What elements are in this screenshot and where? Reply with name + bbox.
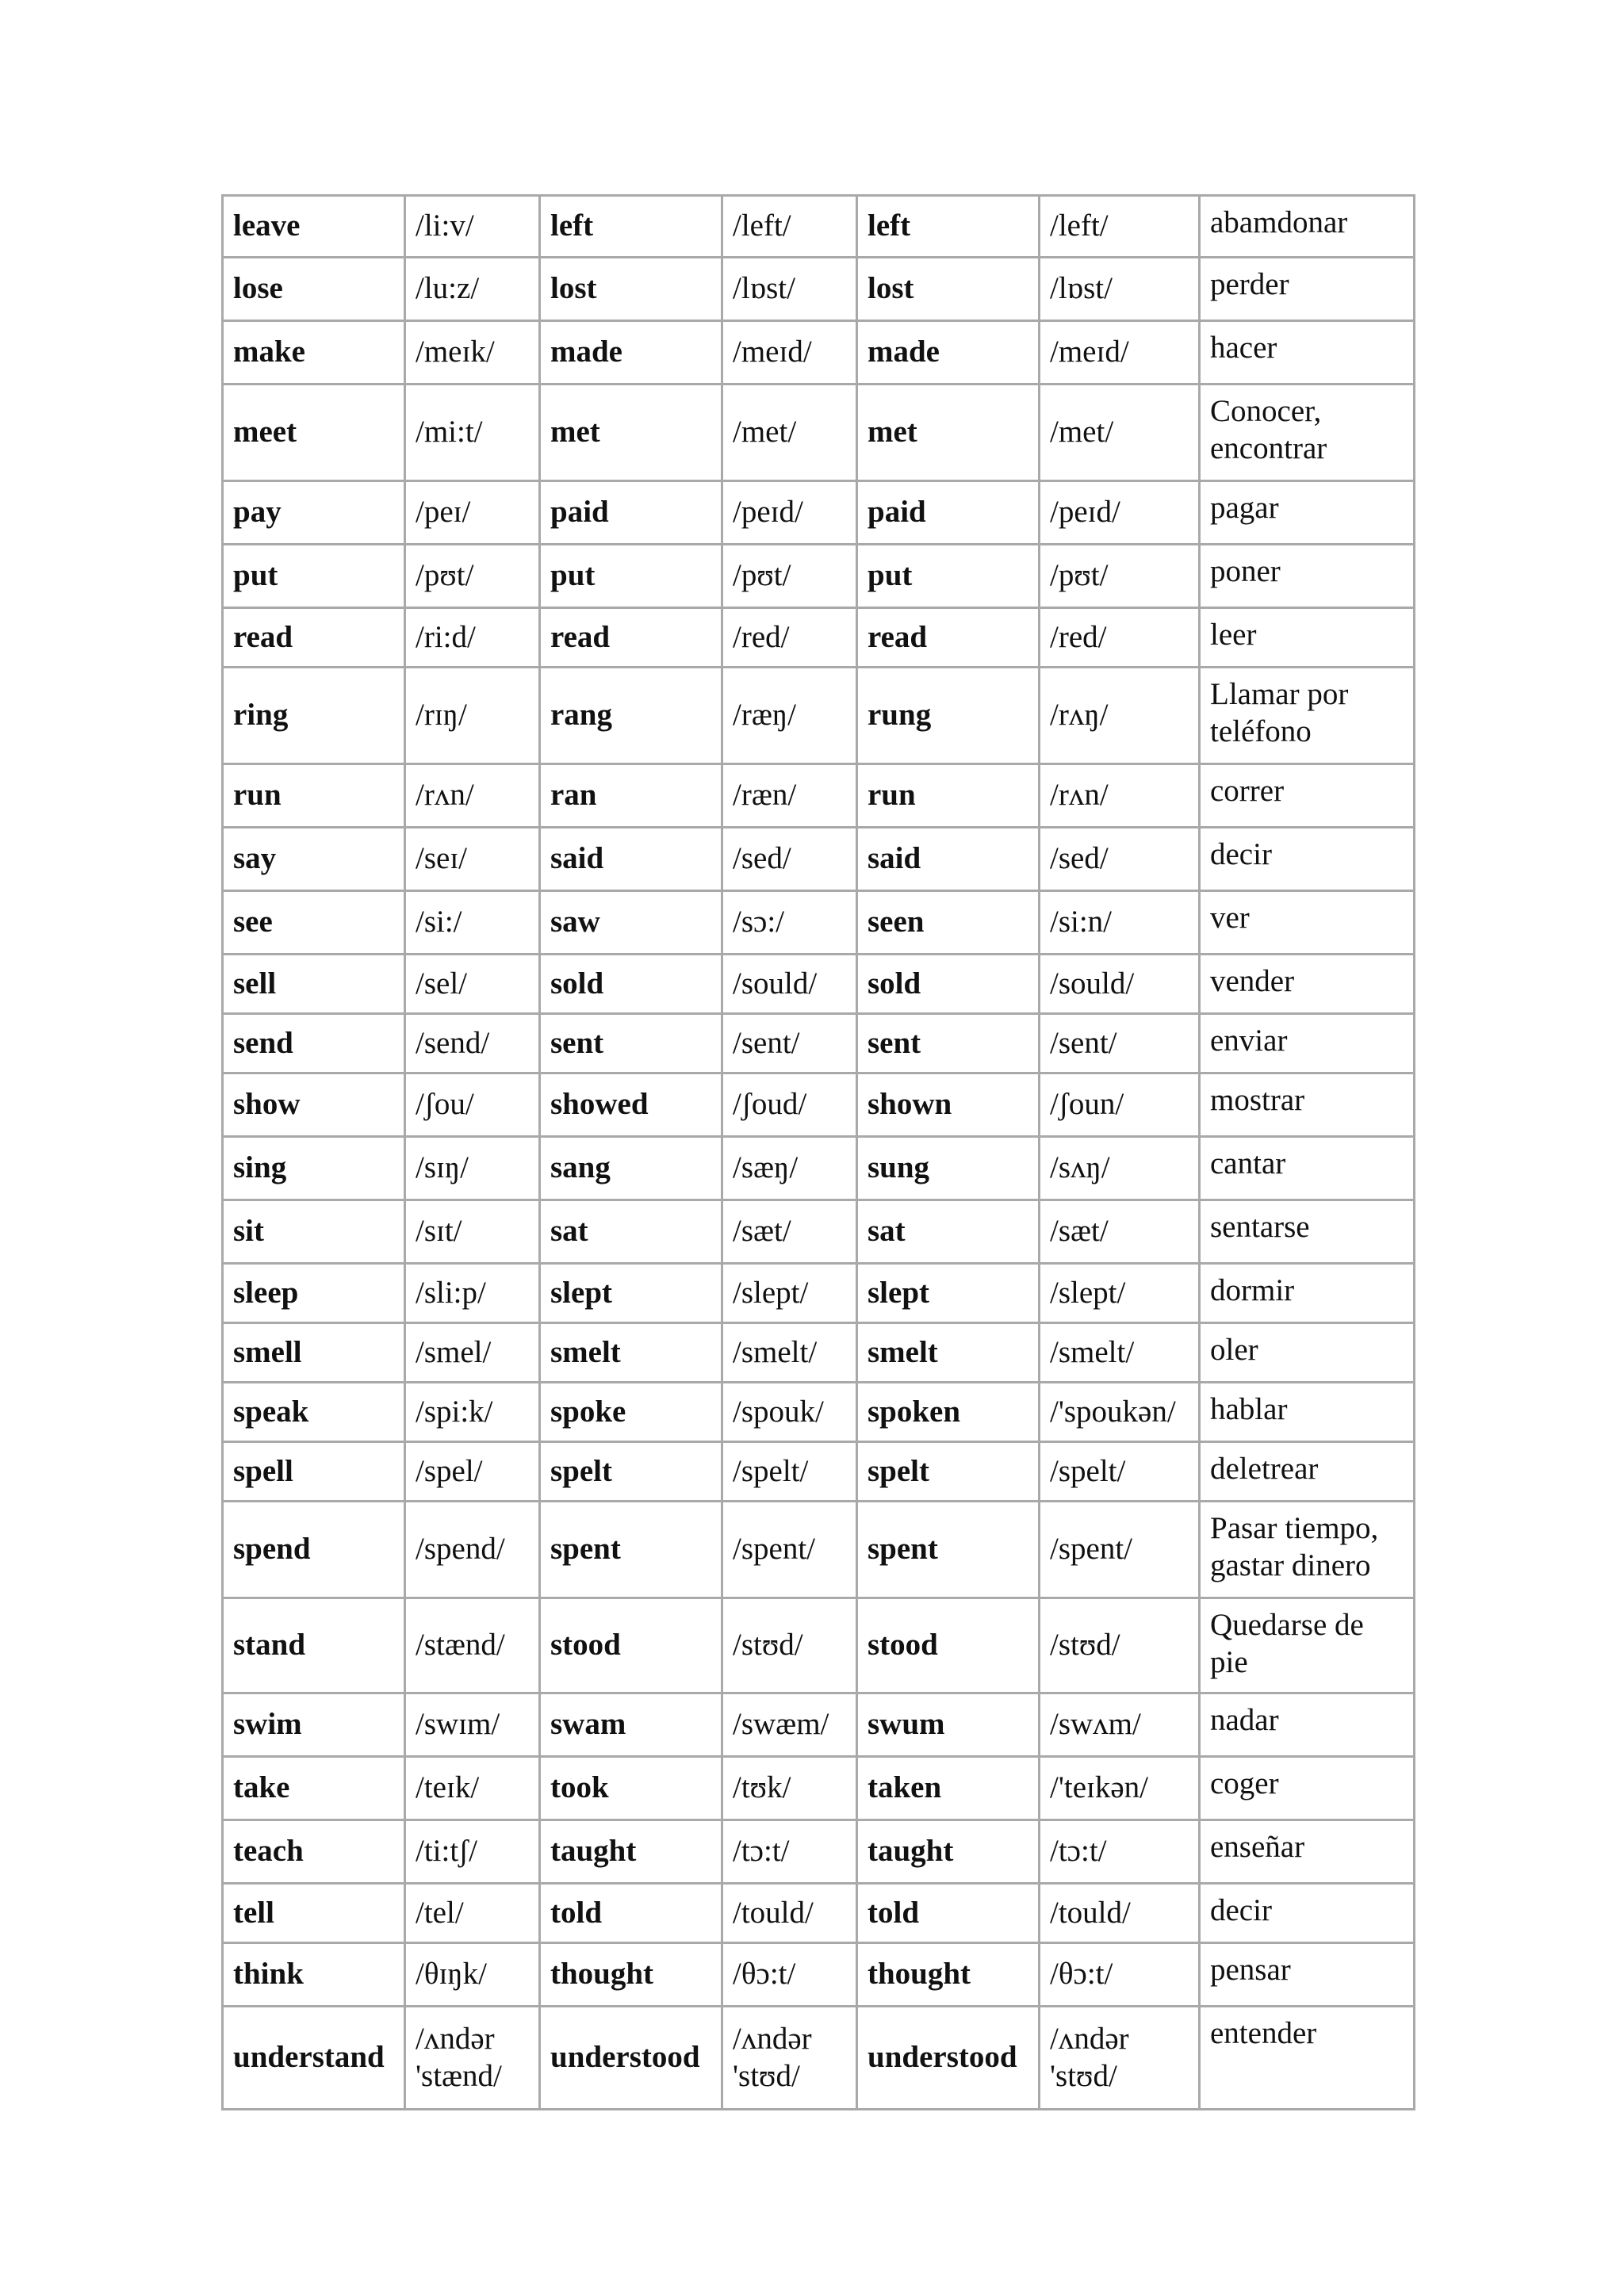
past-simple-cell: spoke <box>540 1383 722 1442</box>
table-row <box>223 1693 1415 1757</box>
past-participle-cell: spelt <box>857 1442 1040 1502</box>
past-participle-ipa-cell: /slept/ <box>1040 1264 1200 1323</box>
base-ipa-cell: /sɪŋ/ <box>405 1137 540 1200</box>
table-row <box>223 385 1415 481</box>
past-participle-ipa-cell: /ʌndər 'stʊd/ <box>1040 2007 1200 2110</box>
spanish-meaning-cell: abamdonar <box>1200 196 1415 258</box>
table-row <box>223 1073 1415 1137</box>
base-ipa-cell: /spend/ <box>405 1502 540 1598</box>
past-simple-ipa-cell: /smelt/ <box>722 1323 857 1383</box>
past-simple-ipa-cell: /tould/ <box>722 1884 857 1943</box>
base-ipa-cell: /meɪk/ <box>405 321 540 385</box>
past-simple-ipa-cell: /sent/ <box>722 1014 857 1073</box>
base-ipa-cell: /rɪŋ/ <box>405 668 540 764</box>
past-participle-ipa-cell: /sed/ <box>1040 828 1200 891</box>
spanish-meaning-cell: perder <box>1200 258 1415 321</box>
base-form-cell: see <box>223 891 405 955</box>
base-form-cell: show <box>223 1073 405 1137</box>
table-row <box>223 1137 1415 1200</box>
past-simple-ipa-cell: /met/ <box>722 385 857 481</box>
past-participle-ipa-cell: /met/ <box>1040 385 1200 481</box>
table-row <box>223 1757 1415 1820</box>
base-form-cell: ring <box>223 668 405 764</box>
base-form-cell: make <box>223 321 405 385</box>
spanish-meaning-cell: decir <box>1200 1884 1415 1943</box>
spanish-meaning-cell: decir <box>1200 828 1415 891</box>
table-row <box>223 545 1415 608</box>
base-ipa-cell: /send/ <box>405 1014 540 1073</box>
table-row <box>223 1502 1415 1598</box>
table-row <box>223 2007 1415 2110</box>
base-form-cell: think <box>223 1943 405 2007</box>
past-simple-ipa-cell: /tɔ:t/ <box>722 1820 857 1884</box>
base-form-cell: swim <box>223 1693 405 1757</box>
past-simple-cell: stood <box>540 1598 722 1693</box>
base-ipa-cell: /sɪt/ <box>405 1200 540 1264</box>
past-simple-cell: slept <box>540 1264 722 1323</box>
spanish-meaning-cell: Pasar tiempo, gastar dinero <box>1200 1502 1415 1598</box>
spanish-meaning-cell: hacer <box>1200 321 1415 385</box>
past-simple-ipa-cell: /spelt/ <box>722 1442 857 1502</box>
past-simple-ipa-cell: /tʊk/ <box>722 1757 857 1820</box>
spanish-meaning-cell: sentarse <box>1200 1200 1415 1264</box>
past-simple-cell: sat <box>540 1200 722 1264</box>
past-simple-cell: smelt <box>540 1323 722 1383</box>
past-simple-ipa-cell: /slept/ <box>722 1264 857 1323</box>
spanish-meaning-cell: hablar <box>1200 1383 1415 1442</box>
table-row <box>223 1014 1415 1073</box>
past-participle-ipa-cell: /left/ <box>1040 196 1200 258</box>
past-simple-ipa-cell: /peɪd/ <box>722 481 857 545</box>
past-participle-cell: smelt <box>857 1323 1040 1383</box>
past-participle-ipa-cell: /'teɪkən/ <box>1040 1757 1200 1820</box>
base-ipa-cell: /θɪŋk/ <box>405 1943 540 2007</box>
past-participle-cell: rung <box>857 668 1040 764</box>
past-participle-ipa-cell: /meɪd/ <box>1040 321 1200 385</box>
base-ipa-cell: /ri:d/ <box>405 608 540 668</box>
base-form-cell: sell <box>223 955 405 1014</box>
past-simple-cell: lost <box>540 258 722 321</box>
past-participle-ipa-cell: /ʃoun/ <box>1040 1073 1200 1137</box>
past-participle-cell: thought <box>857 1943 1040 2007</box>
past-simple-cell: rang <box>540 668 722 764</box>
spanish-meaning-cell: pagar <box>1200 481 1415 545</box>
base-form-cell: spend <box>223 1502 405 1598</box>
spanish-meaning-cell: cantar <box>1200 1137 1415 1200</box>
past-participle-cell: swum <box>857 1693 1040 1757</box>
base-ipa-cell: /spi:k/ <box>405 1383 540 1442</box>
past-participle-cell: told <box>857 1884 1040 1943</box>
past-simple-ipa-cell: /pʊt/ <box>722 545 857 608</box>
spanish-meaning-cell: Conocer, encontrar <box>1200 385 1415 481</box>
past-participle-ipa-cell: /pʊt/ <box>1040 545 1200 608</box>
past-simple-cell: swam <box>540 1693 722 1757</box>
past-simple-ipa-cell: /ræŋ/ <box>722 668 857 764</box>
past-simple-ipa-cell: /lɒst/ <box>722 258 857 321</box>
spanish-meaning-cell: entender <box>1200 2007 1415 2110</box>
past-simple-cell: sold <box>540 955 722 1014</box>
table-row <box>223 1200 1415 1264</box>
past-simple-ipa-cell: /sæŋ/ <box>722 1137 857 1200</box>
past-participle-cell: taught <box>857 1820 1040 1884</box>
base-form-cell: leave <box>223 196 405 258</box>
past-simple-cell: paid <box>540 481 722 545</box>
past-participle-cell: run <box>857 764 1040 828</box>
past-participle-cell: understood <box>857 2007 1040 2110</box>
past-simple-ipa-cell: /spent/ <box>722 1502 857 1598</box>
past-simple-cell: read <box>540 608 722 668</box>
base-ipa-cell: /ʌndər 'stænd/ <box>405 2007 540 2110</box>
past-simple-cell: spent <box>540 1502 722 1598</box>
past-participle-ipa-cell: /lɒst/ <box>1040 258 1200 321</box>
past-simple-ipa-cell: /stʊd/ <box>722 1598 857 1693</box>
table-row <box>223 1323 1415 1383</box>
past-participle-ipa-cell: /red/ <box>1040 608 1200 668</box>
past-participle-cell: paid <box>857 481 1040 545</box>
past-participle-ipa-cell: /tould/ <box>1040 1884 1200 1943</box>
table-row <box>223 764 1415 828</box>
table-row <box>223 1943 1415 2007</box>
spanish-meaning-cell: poner <box>1200 545 1415 608</box>
base-ipa-cell: /smel/ <box>405 1323 540 1383</box>
past-participle-cell: spoken <box>857 1383 1040 1442</box>
base-ipa-cell: /teɪk/ <box>405 1757 540 1820</box>
table-row <box>223 1383 1415 1442</box>
base-form-cell: pay <box>223 481 405 545</box>
spanish-meaning-cell: oler <box>1200 1323 1415 1383</box>
base-form-cell: teach <box>223 1820 405 1884</box>
past-participle-cell: said <box>857 828 1040 891</box>
past-simple-cell: left <box>540 196 722 258</box>
past-participle-ipa-cell: /tɔ:t/ <box>1040 1820 1200 1884</box>
past-participle-ipa-cell: /stʊd/ <box>1040 1598 1200 1693</box>
base-form-cell: sleep <box>223 1264 405 1323</box>
base-form-cell: spell <box>223 1442 405 1502</box>
past-participle-cell: slept <box>857 1264 1040 1323</box>
spanish-meaning-cell: mostrar <box>1200 1073 1415 1137</box>
base-form-cell: speak <box>223 1383 405 1442</box>
past-participle-ipa-cell: /peɪd/ <box>1040 481 1200 545</box>
base-form-cell: tell <box>223 1884 405 1943</box>
past-participle-cell: sold <box>857 955 1040 1014</box>
table-row <box>223 1442 1415 1502</box>
past-participle-cell: read <box>857 608 1040 668</box>
past-simple-cell: sang <box>540 1137 722 1200</box>
table-row <box>223 481 1415 545</box>
table-row <box>223 1598 1415 1693</box>
past-simple-cell: met <box>540 385 722 481</box>
past-participle-ipa-cell: /swʌm/ <box>1040 1693 1200 1757</box>
table-row <box>223 196 1415 258</box>
spanish-meaning-cell: correr <box>1200 764 1415 828</box>
base-ipa-cell: /si:/ <box>405 891 540 955</box>
base-ipa-cell: /mi:t/ <box>405 385 540 481</box>
base-ipa-cell: /lu:z/ <box>405 258 540 321</box>
past-simple-cell: showed <box>540 1073 722 1137</box>
past-simple-ipa-cell: /meɪd/ <box>722 321 857 385</box>
past-simple-cell: ran <box>540 764 722 828</box>
table-row <box>223 1884 1415 1943</box>
past-participle-ipa-cell: /sent/ <box>1040 1014 1200 1073</box>
table-row <box>223 608 1415 668</box>
past-participle-ipa-cell: /rʌn/ <box>1040 764 1200 828</box>
past-participle-ipa-cell: /smelt/ <box>1040 1323 1200 1383</box>
base-form-cell: sing <box>223 1137 405 1200</box>
base-ipa-cell: /sel/ <box>405 955 540 1014</box>
past-participle-ipa-cell: /sʌŋ/ <box>1040 1137 1200 1200</box>
base-form-cell: understand <box>223 2007 405 2110</box>
table-row <box>223 321 1415 385</box>
past-participle-ipa-cell: /spelt/ <box>1040 1442 1200 1502</box>
past-simple-cell: saw <box>540 891 722 955</box>
base-ipa-cell: /ʃou/ <box>405 1073 540 1137</box>
spanish-meaning-cell: pensar <box>1200 1943 1415 2007</box>
past-simple-cell: thought <box>540 1943 722 2007</box>
table-row <box>223 891 1415 955</box>
base-ipa-cell: /peɪ/ <box>405 481 540 545</box>
spanish-meaning-cell: dormir <box>1200 1264 1415 1323</box>
spanish-meaning-cell: vender <box>1200 955 1415 1014</box>
past-simple-cell: put <box>540 545 722 608</box>
past-participle-cell: left <box>857 196 1040 258</box>
past-participle-cell: met <box>857 385 1040 481</box>
base-form-cell: put <box>223 545 405 608</box>
past-participle-cell: put <box>857 545 1040 608</box>
past-simple-ipa-cell: /swæm/ <box>722 1693 857 1757</box>
past-participle-cell: sat <box>857 1200 1040 1264</box>
spanish-meaning-cell: leer <box>1200 608 1415 668</box>
past-simple-ipa-cell: /sæt/ <box>722 1200 857 1264</box>
past-participle-ipa-cell: /θɔ:t/ <box>1040 1943 1200 2007</box>
spanish-meaning-cell: enseñar <box>1200 1820 1415 1884</box>
verb-table-body <box>223 196 1415 2110</box>
base-ipa-cell: /rʌn/ <box>405 764 540 828</box>
past-simple-cell: made <box>540 321 722 385</box>
past-simple-ipa-cell: /left/ <box>722 196 857 258</box>
table-row <box>223 955 1415 1014</box>
past-participle-cell: lost <box>857 258 1040 321</box>
past-simple-ipa-cell: /ʌndər 'stʊd/ <box>722 2007 857 2110</box>
base-ipa-cell: /swɪm/ <box>405 1693 540 1757</box>
table-row <box>223 1820 1415 1884</box>
past-participle-cell: shown <box>857 1073 1040 1137</box>
table-row <box>223 1264 1415 1323</box>
spanish-meaning-cell: nadar <box>1200 1693 1415 1757</box>
past-simple-ipa-cell: /sɔ:/ <box>722 891 857 955</box>
base-form-cell: send <box>223 1014 405 1073</box>
past-simple-cell: told <box>540 1884 722 1943</box>
spanish-meaning-cell: enviar <box>1200 1014 1415 1073</box>
past-participle-cell: seen <box>857 891 1040 955</box>
past-participle-ipa-cell: /sould/ <box>1040 955 1200 1014</box>
past-simple-cell: said <box>540 828 722 891</box>
base-ipa-cell: /stænd/ <box>405 1598 540 1693</box>
base-ipa-cell: /li:v/ <box>405 196 540 258</box>
spanish-meaning-cell: deletrear <box>1200 1442 1415 1502</box>
past-participle-ipa-cell: /spent/ <box>1040 1502 1200 1598</box>
past-participle-ipa-cell: /'spoukən/ <box>1040 1383 1200 1442</box>
base-ipa-cell: /tel/ <box>405 1884 540 1943</box>
past-participle-ipa-cell: /rʌŋ/ <box>1040 668 1200 764</box>
past-participle-cell: made <box>857 321 1040 385</box>
past-participle-ipa-cell: /sæt/ <box>1040 1200 1200 1264</box>
past-participle-cell: taken <box>857 1757 1040 1820</box>
base-ipa-cell: /seɪ/ <box>405 828 540 891</box>
past-simple-ipa-cell: /ʃoud/ <box>722 1073 857 1137</box>
past-simple-ipa-cell: /spouk/ <box>722 1383 857 1442</box>
table-row <box>223 258 1415 321</box>
past-simple-cell: took <box>540 1757 722 1820</box>
base-form-cell: run <box>223 764 405 828</box>
past-simple-ipa-cell: /ræn/ <box>722 764 857 828</box>
past-simple-cell: spelt <box>540 1442 722 1502</box>
past-participle-cell: stood <box>857 1598 1040 1693</box>
past-participle-cell: sent <box>857 1014 1040 1073</box>
base-form-cell: lose <box>223 258 405 321</box>
table-row <box>223 828 1415 891</box>
spanish-meaning-cell: ver <box>1200 891 1415 955</box>
base-form-cell: stand <box>223 1598 405 1693</box>
base-form-cell: read <box>223 608 405 668</box>
base-form-cell: say <box>223 828 405 891</box>
past-participle-cell: spent <box>857 1502 1040 1598</box>
base-form-cell: sit <box>223 1200 405 1264</box>
table-row <box>223 668 1415 764</box>
irregular-verbs-table <box>221 194 1415 2110</box>
base-ipa-cell: /sli:p/ <box>405 1264 540 1323</box>
base-form-cell: take <box>223 1757 405 1820</box>
base-form-cell: smell <box>223 1323 405 1383</box>
spanish-meaning-cell: Quedarse de pie <box>1200 1598 1415 1693</box>
past-participle-cell: sung <box>857 1137 1040 1200</box>
past-simple-cell: sent <box>540 1014 722 1073</box>
base-ipa-cell: /spel/ <box>405 1442 540 1502</box>
past-simple-ipa-cell: /red/ <box>722 608 857 668</box>
past-simple-cell: taught <box>540 1820 722 1884</box>
base-form-cell: meet <box>223 385 405 481</box>
past-simple-ipa-cell: /sed/ <box>722 828 857 891</box>
past-simple-ipa-cell: /sould/ <box>722 955 857 1014</box>
past-simple-cell: understood <box>540 2007 722 2110</box>
spanish-meaning-cell: coger <box>1200 1757 1415 1820</box>
past-participle-ipa-cell: /si:n/ <box>1040 891 1200 955</box>
spanish-meaning-cell: Llamar por teléfono <box>1200 668 1415 764</box>
past-simple-ipa-cell: /θɔ:t/ <box>722 1943 857 2007</box>
base-ipa-cell: /ti:tʃ/ <box>405 1820 540 1884</box>
base-ipa-cell: /pʊt/ <box>405 545 540 608</box>
